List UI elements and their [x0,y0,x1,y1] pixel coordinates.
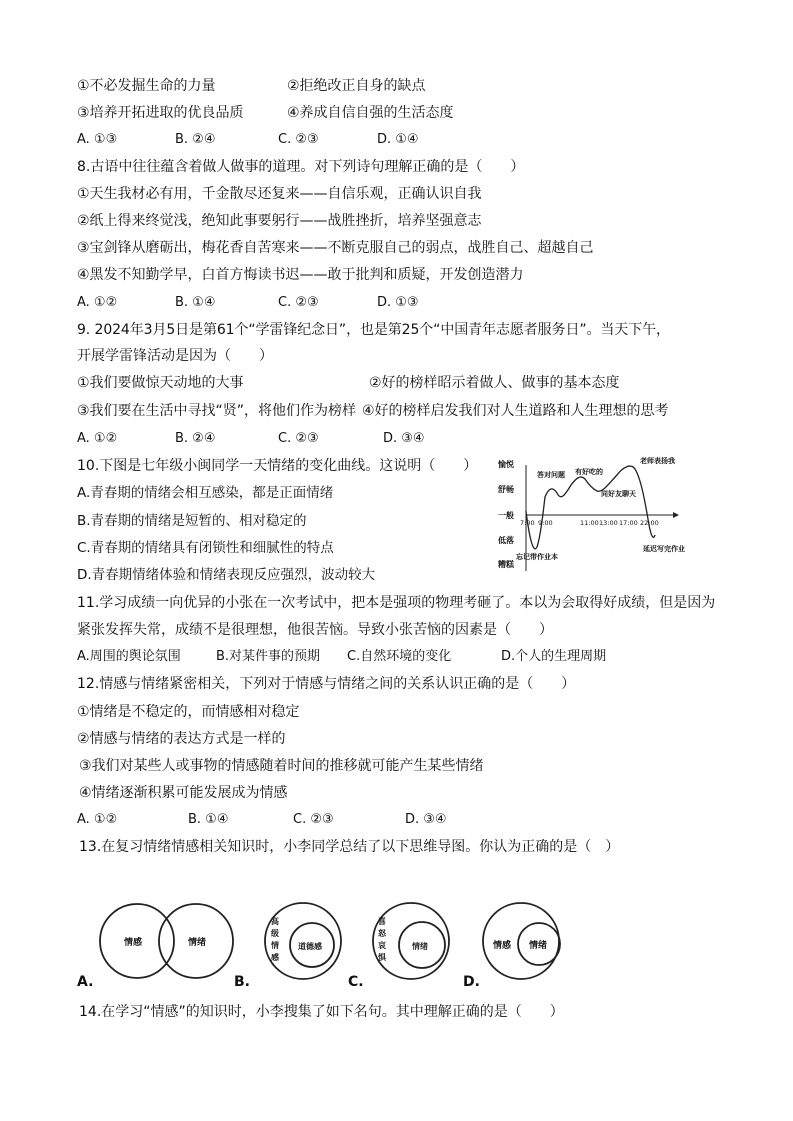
q7-option-a[interactable]: A. ①③ [77,132,118,147]
q11-option-a[interactable]: A.周围的舆论氛围 [77,649,181,664]
curve-time-3: 11:00 [580,519,599,527]
curve-event-4: 老师表扬我 [640,457,675,465]
curve-time-5: 17:00 [619,519,638,527]
q12-item-2: ②情感与情绪的表达方式是一样的 [77,731,286,747]
q10-option-d[interactable]: D.青春期情绪体验和情绪表现反应强烈，波动较大 [77,567,376,583]
q9-item-3: ③我们要在生活中寻找“贤”，将他们作为榜样 [77,403,357,419]
q12-stem: 12.情感与情绪紧密相关，下列对于情感与情绪之间的关系认识正确的是（ ） [77,676,576,692]
venn-d-inner-label: 情绪 [529,941,548,951]
q11-stem-line-2: 紧张发挥失常，成绩不是很理想，他很苦恼。导致小张苦恼的因素是（ ） [77,622,553,638]
curve-ylabel-2: 舒畅 [498,485,514,494]
q7-option-c[interactable]: C. ②③ [278,132,319,147]
q9-item-4: ④好的榜样启发我们对人生道路和人生理想的思考 [362,403,669,419]
q12-item-4: ④情绪逐渐积累可能发展成为情感 [79,785,288,801]
q12-option-b[interactable]: B. ①④ [188,812,229,827]
venn-letter-c[interactable]: C. [348,974,364,990]
curve-ylabel-3: 一般 [498,511,514,520]
q10-option-b[interactable]: B.青春期的情绪是短暂的、相对稳定的 [77,513,307,529]
q8-item-3: ③宝剑锋从磨砺出，梅花香自苦寒来——不断克服自己的弱点，战胜自己、超越自己 [77,240,594,256]
q7-item-2: ②拒绝改正自身的缺点 [287,78,426,94]
q7-item-4: ④养成自信自强的生活态度 [287,105,454,121]
curve-event-6: 延迟写完作业 [643,545,685,553]
q9-option-c[interactable]: C. ②③ [278,431,319,446]
venn-c-outer-label: 喜怒哀惧 [378,917,386,962]
curve-event-1: 答对问题 [537,471,565,479]
q8-item-2: ②纸上得来终觉浅，绝知此事要躬行——战胜挫折，培养坚强意志 [77,213,482,229]
venn-letter-b[interactable]: B. [234,974,250,990]
q12-item-1: ①情绪是不稳定的，而情感相对稳定 [77,704,300,720]
q14-stem: 14.在学习“情感”的知识时，小李搜集了如下名句。其中理解正确的是（ ） [79,1004,564,1020]
venn-letter-a[interactable]: A. [77,974,94,990]
curve-time-1: 7:00 [520,519,535,527]
q10-emotion-curve-figure [493,455,693,573]
q10-option-a[interactable]: A.青春期的情绪会相互感染，都是正面情绪 [77,485,334,501]
q12-option-a[interactable]: A. ①② [77,812,118,827]
q10-option-c[interactable]: C.青春期的情绪具有闭锁性和细腻性的特点 [77,540,334,556]
curve-ylabel-4: 低落 [498,536,514,545]
q9-option-b[interactable]: B. ②④ [175,431,216,446]
q11-option-b[interactable]: B.对某件事的预期 [216,649,321,664]
q9-stem-line-1: 9. 2024年3月5日是第61个“学雷锋纪念日”，也是第25个“中国青年志愿者服务日”。当天下午， [77,322,670,338]
curve-x-axis-arrow [673,512,679,518]
q8-item-4: ④黑发不知勤学早，白首方悔读书迟——敢于批判和质疑，开发创造潜力 [77,267,524,283]
q9-option-d[interactable]: D. ③④ [383,431,425,446]
q13-venn-diagrams [75,894,595,994]
venn-a-right-label: 情绪 [188,938,207,948]
q7-option-b[interactable]: B. ②④ [175,132,216,147]
venn-letter-d[interactable]: D. [463,974,480,990]
curve-event-5: 忘记带作业本 [516,553,558,561]
q12-option-c[interactable]: C. ②③ [293,812,334,827]
q9-item-2: ②好的榜样昭示着做人、做事的基本态度 [369,375,620,391]
curve-time-4: 13:00 [599,519,618,527]
q10-stem: 10.下图是七年级小闽同学一天情绪的变化曲线。这说明（ ） [77,458,478,474]
curve-ylabel-5: 糟糕 [498,560,514,569]
q8-option-a[interactable]: A. ①② [77,295,118,310]
q9-stem-line-2: 开展学雷锋活动是因为（ ） [77,348,273,364]
q11-option-c[interactable]: C.自然环境的变化 [347,649,452,664]
venn-b-outer-label: 高级情感 [271,917,279,962]
curve-ylabel-1: 愉悦 [498,460,514,469]
q12-option-d[interactable]: D. ③④ [405,812,447,827]
q8-option-b[interactable]: B. ①④ [175,295,216,310]
q7-item-3: ③培养开拓进取的优良品质 [77,105,244,121]
q7-option-d[interactable]: D. ①④ [377,132,419,147]
venn-c-inner-label: 情绪 [412,942,428,951]
curve-time-6: 22:00 [640,519,659,527]
q11-stem-line-1: 11.学习成绩一向优异的小张在一次考试中，把本是强项的物理考砸了。本以为会取得好成绩，但是因为 [77,595,716,611]
q8-stem: 8.古语中往往蕴含着做人做事的道理。对下列诗句理解正确的是（ ） [77,159,525,175]
q11-option-d[interactable]: D.个人的生理周期 [501,649,607,664]
q7-item-1: ①不必发掘生命的力量 [77,78,216,94]
q8-item-1: ①天生我材必有用，千金散尽还复来——自信乐观，正确认识自我 [77,186,482,202]
venn-a-left-label: 情感 [124,938,143,948]
venn-d-outer-label: 情感 [493,941,512,951]
curve-event-2: 有好吃的 [575,468,603,476]
venn-b-inner-label: 道德感 [298,942,322,951]
q8-option-c[interactable]: C. ②③ [278,295,319,310]
q9-option-a[interactable]: A. ①② [77,431,118,446]
q13-stem: 13.在复习情绪情感相关知识时，小李同学总结了以下思维导图。你认为正确的是（ ） [79,839,620,855]
q9-item-1: ①我们要做惊天动地的大事 [77,375,244,391]
curve-time-2: 9:00 [538,519,553,527]
q12-item-3: ③我们对某些人或事物的情感随着时间的推移就可能产生某些情绪 [79,758,484,774]
curve-event-3: 同好友聊天 [601,490,636,498]
q8-option-d[interactable]: D. ①③ [377,295,419,310]
